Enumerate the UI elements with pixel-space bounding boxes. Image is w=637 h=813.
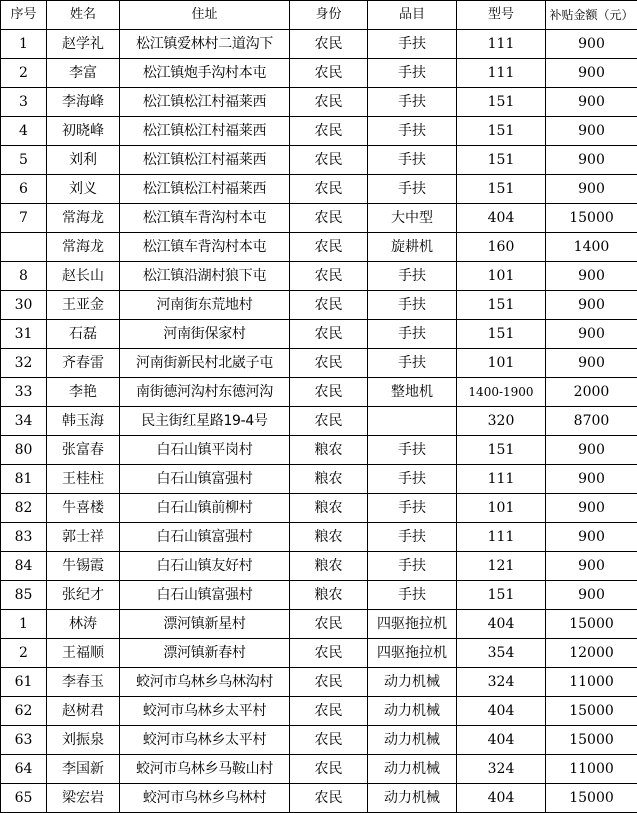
cell-identity: 粮农 <box>290 465 368 494</box>
cell-item: 四驱拖拉机 <box>368 610 457 639</box>
cell-address: 松江镇沿湖村狼下屯 <box>120 262 290 291</box>
cell-model: 324 <box>457 668 546 697</box>
cell-identity: 农民 <box>290 291 368 320</box>
table-row <box>1 668 637 697</box>
cell-subsidy: 900 <box>546 175 637 204</box>
cell-model: 151 <box>457 291 546 320</box>
cell-address: 白石山镇富强村 <box>120 523 290 552</box>
cell-model: 404 <box>457 784 546 813</box>
cell-address: 松江镇松江村福莱西 <box>120 175 290 204</box>
cell-index: 7 <box>1 204 47 233</box>
table-row <box>1 378 637 407</box>
cell-identity: 农民 <box>290 204 368 233</box>
cell-identity: 农民 <box>290 320 368 349</box>
cell-item: 动力机械 <box>368 784 457 813</box>
cell-item: 整地机 <box>368 378 457 407</box>
cell-name: 常海龙 <box>47 204 120 233</box>
cell-item: 手扶 <box>368 436 457 465</box>
cell-model: 151 <box>457 581 546 610</box>
cell-identity: 农民 <box>290 117 368 146</box>
cell-address: 蛟河市乌林乡太平村 <box>120 726 290 755</box>
cell-subsidy: 900 <box>546 494 637 523</box>
header-item: 品目 <box>368 1 457 30</box>
cell-identity: 农民 <box>290 59 368 88</box>
cell-name: 王亚金 <box>47 291 120 320</box>
cell-index: 31 <box>1 320 47 349</box>
table-row <box>1 320 637 349</box>
cell-name: 刘义 <box>47 175 120 204</box>
cell-identity: 农民 <box>290 146 368 175</box>
cell-subsidy: 15000 <box>546 726 637 755</box>
table-row <box>1 291 637 320</box>
cell-model: 151 <box>457 88 546 117</box>
cell-address: 南街德河沟村东德河沟 <box>120 378 290 407</box>
cell-address: 松江镇松江村福莱西 <box>120 117 290 146</box>
cell-name: 赵学礼 <box>47 30 120 59</box>
cell-name: 李海峰 <box>47 88 120 117</box>
table-row <box>1 581 637 610</box>
cell-index: 80 <box>1 436 47 465</box>
cell-subsidy: 900 <box>546 59 637 88</box>
cell-item: 手扶 <box>368 349 457 378</box>
cell-index: 2 <box>1 639 47 668</box>
cell-name: 刘振泉 <box>47 726 120 755</box>
cell-subsidy: 900 <box>546 291 637 320</box>
header-row <box>1 1 637 30</box>
cell-item: 四驱拖拉机 <box>368 639 457 668</box>
cell-index: 65 <box>1 784 47 813</box>
table-row <box>1 755 637 784</box>
cell-item: 手扶 <box>368 552 457 581</box>
cell-identity: 粮农 <box>290 494 368 523</box>
header-address: 住址 <box>120 1 290 30</box>
cell-name: 李富 <box>47 59 120 88</box>
cell-address: 蛟河市乌林乡乌林村 <box>120 784 290 813</box>
cell-model: 101 <box>457 349 546 378</box>
cell-model: 151 <box>457 320 546 349</box>
cell-name: 李国新 <box>47 755 120 784</box>
cell-name: 李艳 <box>47 378 120 407</box>
cell-subsidy: 15000 <box>546 697 637 726</box>
cell-model: 111 <box>457 465 546 494</box>
cell-model: 320 <box>457 407 546 436</box>
cell-model: 101 <box>457 494 546 523</box>
cell-address: 河南街东荒地村 <box>120 291 290 320</box>
cell-identity: 农民 <box>290 30 368 59</box>
cell-identity: 农民 <box>290 610 368 639</box>
cell-index: 62 <box>1 697 47 726</box>
cell-model: 151 <box>457 117 546 146</box>
table-row <box>1 494 637 523</box>
cell-subsidy: 900 <box>546 146 637 175</box>
cell-name: 齐春雷 <box>47 349 120 378</box>
cell-address: 松江镇松江村福莱西 <box>120 146 290 175</box>
cell-subsidy: 900 <box>546 88 637 117</box>
header-subsidy: 补贴金额（元） <box>546 1 637 30</box>
cell-item: 旋耕机 <box>368 233 457 262</box>
cell-subsidy: 900 <box>546 349 637 378</box>
cell-name: 常海龙 <box>47 233 120 262</box>
cell-identity: 粮农 <box>290 552 368 581</box>
cell-identity: 农民 <box>290 755 368 784</box>
cell-model: 121 <box>457 552 546 581</box>
cell-index: 6 <box>1 175 47 204</box>
cell-item: 手扶 <box>368 59 457 88</box>
cell-item: 手扶 <box>368 88 457 117</box>
cell-model: 111 <box>457 523 546 552</box>
cell-item: 手扶 <box>368 117 457 146</box>
table-row <box>1 30 637 59</box>
cell-model: 111 <box>457 59 546 88</box>
cell-name: 韩玉海 <box>47 407 120 436</box>
cell-model: 404 <box>457 697 546 726</box>
header-name: 姓名 <box>47 1 120 30</box>
cell-model: 151 <box>457 146 546 175</box>
cell-index: 33 <box>1 378 47 407</box>
cell-model: 354 <box>457 639 546 668</box>
cell-model: 101 <box>457 262 546 291</box>
cell-identity: 农民 <box>290 668 368 697</box>
cell-model: 1400-1900 <box>457 378 546 407</box>
cell-item: 手扶 <box>368 262 457 291</box>
cell-name: 张富春 <box>47 436 120 465</box>
cell-subsidy: 15000 <box>546 610 637 639</box>
cell-name: 林涛 <box>47 610 120 639</box>
cell-item: 手扶 <box>368 291 457 320</box>
cell-address: 蛟河市乌林乡乌林沟村 <box>120 668 290 697</box>
cell-subsidy: 900 <box>546 262 637 291</box>
cell-name: 石磊 <box>47 320 120 349</box>
cell-name: 赵长山 <box>47 262 120 291</box>
cell-model: 324 <box>457 755 546 784</box>
cell-index: 1 <box>1 610 47 639</box>
cell-subsidy: 900 <box>546 320 637 349</box>
cell-address: 河南街保家村 <box>120 320 290 349</box>
cell-item: 手扶 <box>368 146 457 175</box>
cell-model: 404 <box>457 726 546 755</box>
cell-identity: 农民 <box>290 175 368 204</box>
cell-item: 手扶 <box>368 494 457 523</box>
cell-address: 漂河镇新春村 <box>120 639 290 668</box>
table-row <box>1 88 637 117</box>
cell-address: 白石山镇平岗村 <box>120 436 290 465</box>
cell-index: 8 <box>1 262 47 291</box>
cell-identity: 农民 <box>290 784 368 813</box>
cell-item: 动力机械 <box>368 755 457 784</box>
cell-address: 松江镇爱林村二道沟下 <box>120 30 290 59</box>
cell-item: 手扶 <box>368 175 457 204</box>
cell-identity: 农民 <box>290 88 368 117</box>
cell-name: 王桂柱 <box>47 465 120 494</box>
cell-address: 松江镇车背沟村本屯 <box>120 204 290 233</box>
cell-index: 5 <box>1 146 47 175</box>
cell-address: 漂河镇新星村 <box>120 610 290 639</box>
cell-name: 张纪才 <box>47 581 120 610</box>
table-row <box>1 175 637 204</box>
cell-subsidy: 900 <box>546 30 637 59</box>
cell-identity: 农民 <box>290 262 368 291</box>
header-identity: 身份 <box>290 1 368 30</box>
cell-address: 白石山镇富强村 <box>120 465 290 494</box>
cell-index: 32 <box>1 349 47 378</box>
cell-item: 动力机械 <box>368 726 457 755</box>
table-row <box>1 639 637 668</box>
cell-index: 81 <box>1 465 47 494</box>
cell-index <box>1 233 47 262</box>
cell-subsidy: 900 <box>546 581 637 610</box>
cell-subsidy: 11000 <box>546 755 637 784</box>
table-row <box>1 262 637 291</box>
cell-item: 手扶 <box>368 523 457 552</box>
cell-item: 动力机械 <box>368 668 457 697</box>
cell-identity: 粮农 <box>290 436 368 465</box>
cell-index: 85 <box>1 581 47 610</box>
cell-model: 151 <box>457 175 546 204</box>
cell-address: 河南街新民村北崴子屯 <box>120 349 290 378</box>
cell-address: 蛟河市乌林乡马鞍山村 <box>120 755 290 784</box>
cell-item: 手扶 <box>368 465 457 494</box>
cell-identity: 农民 <box>290 378 368 407</box>
table-row <box>1 204 637 233</box>
header-index: 序号 <box>1 1 47 30</box>
cell-index: 4 <box>1 117 47 146</box>
cell-name: 李春玉 <box>47 668 120 697</box>
cell-address: 松江镇车背沟村本屯 <box>120 233 290 262</box>
table-row <box>1 117 637 146</box>
cell-item: 手扶 <box>368 581 457 610</box>
cell-address: 松江镇炮手沟村本屯 <box>120 59 290 88</box>
cell-name: 王福顺 <box>47 639 120 668</box>
cell-subsidy: 12000 <box>546 639 637 668</box>
table-row <box>1 407 637 436</box>
cell-identity: 农民 <box>290 726 368 755</box>
cell-address: 松江镇松江村福莱西 <box>120 88 290 117</box>
table-row <box>1 146 637 175</box>
cell-model: 404 <box>457 204 546 233</box>
cell-name: 赵树君 <box>47 697 120 726</box>
cell-identity: 农民 <box>290 407 368 436</box>
table-row <box>1 552 637 581</box>
cell-subsidy: 900 <box>546 436 637 465</box>
cell-model: 111 <box>457 30 546 59</box>
cell-index: 3 <box>1 88 47 117</box>
cell-name: 梁宏岩 <box>47 784 120 813</box>
cell-name: 郭士祥 <box>47 523 120 552</box>
table-row <box>1 697 637 726</box>
cell-identity: 农民 <box>290 349 368 378</box>
cell-index: 34 <box>1 407 47 436</box>
cell-subsidy: 900 <box>546 523 637 552</box>
cell-index: 84 <box>1 552 47 581</box>
cell-subsidy: 15000 <box>546 204 637 233</box>
cell-item: 动力机械 <box>368 697 457 726</box>
cell-index: 63 <box>1 726 47 755</box>
cell-subsidy: 900 <box>546 552 637 581</box>
cell-name: 刘利 <box>47 146 120 175</box>
cell-name: 牛喜楼 <box>47 494 120 523</box>
cell-index: 64 <box>1 755 47 784</box>
cell-identity: 农民 <box>290 233 368 262</box>
cell-identity: 粮农 <box>290 523 368 552</box>
cell-index: 30 <box>1 291 47 320</box>
cell-model: 404 <box>457 610 546 639</box>
cell-subsidy: 11000 <box>546 668 637 697</box>
cell-address: 蛟河市乌林乡太平村 <box>120 697 290 726</box>
cell-index: 61 <box>1 668 47 697</box>
table-row <box>1 523 637 552</box>
cell-index: 2 <box>1 59 47 88</box>
cell-index: 83 <box>1 523 47 552</box>
header-model: 型号 <box>457 1 546 30</box>
cell-index: 1 <box>1 30 47 59</box>
cell-subsidy: 900 <box>546 117 637 146</box>
cell-subsidy: 15000 <box>546 784 637 813</box>
table-row <box>1 610 637 639</box>
cell-item <box>368 407 457 436</box>
cell-item: 手扶 <box>368 30 457 59</box>
cell-subsidy: 900 <box>546 465 637 494</box>
table-row <box>1 436 637 465</box>
table-row <box>1 784 637 813</box>
cell-item: 手扶 <box>368 320 457 349</box>
cell-identity: 粮农 <box>290 581 368 610</box>
cell-identity: 农民 <box>290 697 368 726</box>
table-row <box>1 233 637 262</box>
cell-model: 151 <box>457 436 546 465</box>
cell-name: 初晓峰 <box>47 117 120 146</box>
cell-address: 白石山镇前柳村 <box>120 494 290 523</box>
cell-item: 大中型 <box>368 204 457 233</box>
cell-model: 160 <box>457 233 546 262</box>
cell-address: 白石山镇富强村 <box>120 581 290 610</box>
cell-name: 牛锡霞 <box>47 552 120 581</box>
table-row <box>1 726 637 755</box>
table-body <box>1 1 637 813</box>
table-row <box>1 59 637 88</box>
cell-address: 民主街红星路19-4号 <box>120 407 290 436</box>
cell-subsidy: 2000 <box>546 378 637 407</box>
cell-address: 白石山镇友好村 <box>120 552 290 581</box>
cell-subsidy: 1400 <box>546 233 637 262</box>
table-row <box>1 465 637 494</box>
table-row <box>1 349 637 378</box>
cell-subsidy: 8700 <box>546 407 637 436</box>
cell-index: 82 <box>1 494 47 523</box>
cell-identity: 农民 <box>290 639 368 668</box>
